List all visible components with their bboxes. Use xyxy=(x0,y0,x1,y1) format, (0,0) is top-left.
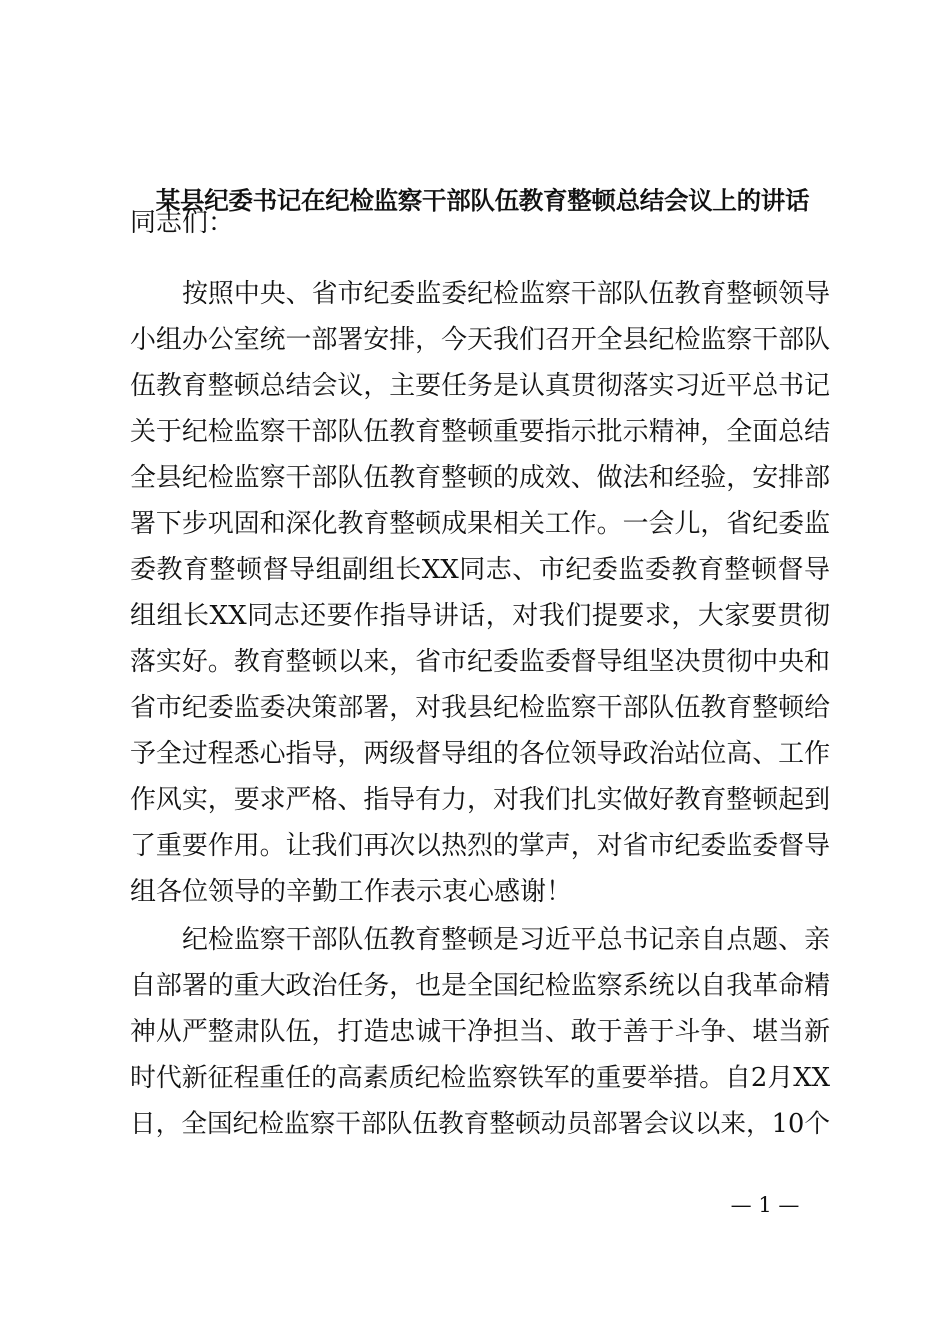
paragraph-line: 省市纪委监委决策部署，对我县纪检监察干部队伍教育整顿给 xyxy=(130,693,830,723)
paragraph-line: 署下步巩固和深化教育整顿成果相关工作。一会儿，省纪委监 xyxy=(130,509,830,539)
paragraph-line: 组组长XX同志还要作指导讲话，对我们提要求，大家要贯彻 xyxy=(130,601,830,631)
paragraph-line: 全县纪检监察干部队伍教育整顿的成效、做法和经验，安排部 xyxy=(130,463,830,493)
paragraph-line: 委教育整顿督导组副组长XX同志、市纪委监委教育整顿督导 xyxy=(130,555,830,585)
paragraph-line: 组各位领导的辛勤工作表示衷心感谢！ xyxy=(130,877,573,907)
salutation: 同志们： xyxy=(130,208,235,238)
paragraph-line: 小组办公室统一部署安排，今天我们召开全县纪检监察干部队 xyxy=(130,325,830,355)
paragraph-line: 关于纪检监察干部队伍教育整顿重要指示批示精神，全面总结 xyxy=(130,417,830,447)
paragraph-line: 了重要作用。让我们再次以热烈的掌声，对省市纪委监委督导 xyxy=(130,831,830,861)
paragraph-line: 予全过程悉心指导，两级督导组的各位领导政治站位高、工作 xyxy=(130,739,830,769)
page-number: — 1 — xyxy=(730,1193,800,1217)
paragraph-line: 落实好。教育整顿以来，省市纪委监委督导组坚决贯彻中央和 xyxy=(130,647,830,677)
paragraph-line: 按照中央、省市纪委监委纪检监察干部队伍教育整顿领导 xyxy=(182,279,830,309)
paragraph-line: 纪检监察干部队伍教育整顿是习近平总书记亲自点题、亲 xyxy=(182,925,830,955)
paragraph-line: 自部署的重大政治任务，也是全国纪检监察系统以自我革命精 xyxy=(130,971,830,1001)
paragraph-line: 作风实，要求严格、指导有力，对我们扎实做好教育整顿起到 xyxy=(130,785,830,815)
paragraph-line: 日，全国纪检监察干部队伍教育整顿动员部署会议以来，10个 xyxy=(130,1109,830,1139)
paragraph-line: 时代新征程重任的高素质纪检监察铁军的重要举措。自2月XX xyxy=(130,1063,830,1093)
document-title: 某县纪委书记在纪检监察干部队伍教育整顿总结会议上的讲话 xyxy=(155,186,810,215)
paragraph-line: 伍教育整顿总结会议，主要任务是认真贯彻落实习近平总书记 xyxy=(130,371,830,401)
paragraph-line: 神从严整肃队伍，打造忠诚干净担当、敢于善于斗争、堪当新 xyxy=(130,1017,830,1047)
